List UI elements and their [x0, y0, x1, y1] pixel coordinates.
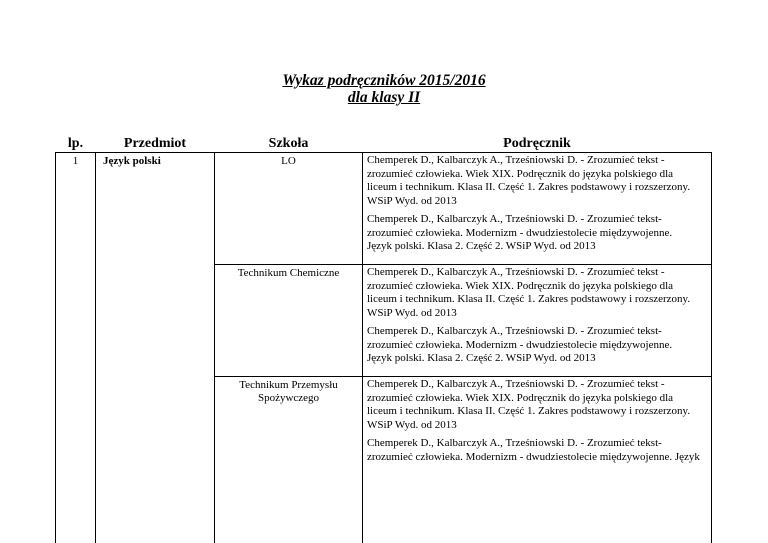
school-name: Technikum Chemiczne [237, 267, 340, 279]
textbook-entry: Chemperek D., Kalbarczyk A., Trześniowski D. - Zrozumieć tekst - zrozumieć człowieka. Wiek XIX. Podręcznik do języka polskiego dla liceum i technikum. Klasa II. Część 1. Zakres podstawowy i rozszerzony. WSiP Wyd. od 2013 [367, 266, 691, 319]
textbook-entry: Chemperek D., Kalbarczyk A., Trześniowski D. - Zrozumieć tekst - zrozumieć człowieka. Wiek XIX. Podręcznik do języka polskiego dla liceum i technikum. Klasa II. Część 1. Zakres podstawowy i rozszerzony. WSiP Wyd. od 2013 [367, 378, 691, 431]
school-name: LO [281, 155, 296, 167]
header-lp: lp. [67, 136, 84, 151]
column-divider [95, 152, 96, 543]
row-divider [214, 376, 712, 377]
header-school: Szkoła [268, 136, 309, 151]
document-subtitle: dla klasy II [347, 89, 421, 106]
header-textbook: Podręcznik [503, 136, 571, 151]
textbook-entry: Chemperek D., Kalbarczyk A., Trześniowski D. - Zrozumieć tekst- zrozumieć człowieka. Modernizm - dwudziestolecie międzywojenne. Język polski. Klasa 2. Część 2. WSiP Wyd. od 2013 [367, 325, 673, 365]
textbook-entry: Chemperek D., Kalbarczyk A., Trześniowski D. - Zrozumieć tekst - zrozumieć człowieka. Wiek XIX. Podręcznik do języka polskiego dla liceum i technikum. Klasa II. Część 1. Zakres podstawowy i rozszerzony. WSiP Wyd. od 2013 [367, 154, 691, 207]
column-divider [214, 152, 215, 543]
header-subject: Przedmiot [123, 136, 187, 151]
textbook-entry: Chemperek D., Kalbarczyk A., Trześniowski D. - Zrozumieć tekst- zrozumieć człowieka. Modernizm - dwudziestolecie międzywojenne. Język [367, 437, 700, 463]
table-left-border [55, 152, 56, 543]
row-number: 1 [72, 155, 79, 167]
textbook-entry: Chemperek D., Kalbarczyk A., Trześniowski D. - Zrozumieć tekst- zrozumieć człowieka. Modernizm - dwudziestolecie międzywojenne. Język polski. Klasa 2. Część 2. WSiP Wyd. od 2013 [367, 213, 673, 253]
subject-name: Język polski [103, 155, 161, 167]
school-name: Technikum Przemysłu Spożywczego [239, 379, 338, 404]
row-divider [214, 264, 712, 265]
document-title: Wykaz podręczników 2015/2016 [282, 72, 486, 89]
column-divider [362, 152, 363, 543]
